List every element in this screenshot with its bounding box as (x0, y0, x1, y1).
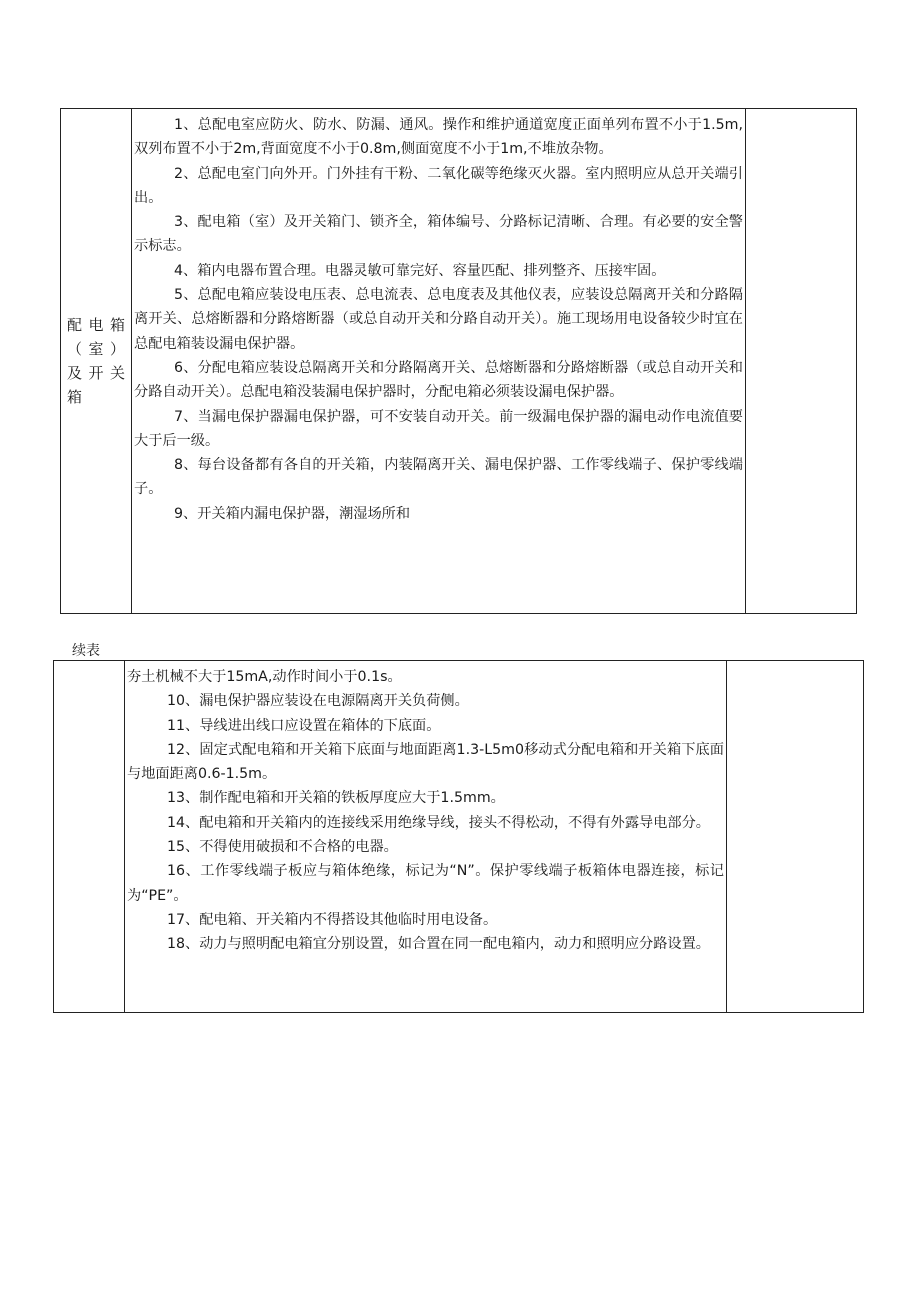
requirement-item: 7、当漏电保护器漏电保护器，可不安装自动开关。前一级漏电保护器的漏电动作电流值要大于后一级。 (134, 408, 743, 449)
requirement-item: 3、配电箱（室）及开关箱门、锁齐全，箱体编号、分路标记清晰、合理。有必要的安全警示标志。 (134, 214, 743, 255)
continuation-text: 夯土机械不大于15mA,动作时间小于0.1s。 (127, 669, 402, 685)
inspection-table-2 (53, 660, 864, 1013)
requirement-item: 10、漏电保护器应装设在电源隔离开关负荷侧。 (167, 693, 469, 710)
requirement-item: 17、配电箱、开关箱内不得搭设其他临时用电设备。 (167, 911, 498, 928)
requirement-item: 5、总配电箱应装设电压表、总电流表、总电度表及其他仪表，应装设总隔离开关和分路隔离开关、总熔断器和分路熔断器（或总自动开关和分路自动开关）。施工现场用电设备较少时宜在总配电箱装设漏电保护器。 (134, 287, 743, 352)
requirements-cell (125, 661, 727, 1013)
requirement-item: 14、配电箱和开关箱内的连接线采用绝缘导线，接头不得松动，不得有外露导电部分。 (167, 814, 710, 831)
continued-caption: 续表 (72, 643, 100, 659)
requirement-item: 13、制作配电箱和开关箱的铁板厚度应大于1.5mm。 (167, 790, 505, 807)
category-cell (61, 109, 132, 614)
requirement-item: 8、每台设备都有各自的开关箱，内装隔离开关、漏电保护器、工作零线端子、保护零线端子。 (134, 457, 743, 498)
requirement-item: 16、工作零线端子板应与箱体绝缘，标记为“N”。保护零线端子板箱体电器连接，标记为“PE”。 (127, 863, 724, 904)
category-cell-empty (54, 661, 125, 1013)
requirement-item: 18、动力与照明配电箱宜分别设置，如合置在同一配电箱内，动力和照明应分路设置。 (167, 936, 710, 953)
requirements-cell (132, 109, 746, 614)
requirement-item: 1、总配电室应防火、防水、防漏、通风。操作和维护通道宽度正面单列布置不小于1.5m,双列布置不小于2m,背面宽度不小于0.8m,侧面宽度不小于1m,不堆放杂物。 (134, 117, 743, 158)
remarks-cell (727, 661, 864, 1013)
inspection-table-1 (60, 108, 857, 614)
requirement-item: 4、箱内电器布置合理。电器灵敏可靠完好、容量匹配、排列整齐、压接牢固。 (174, 262, 666, 279)
requirement-item: 9、开关箱内漏电保护器，潮湿场所和 (174, 505, 411, 522)
requirement-item: 15、不得使用破损和不合格的电器。 (167, 839, 398, 856)
requirement-item: 6、分配电箱应装设总隔离开关和分路隔离开关、总熔断器和分路熔断器（或总自动开关和分路自动开关）。总配电箱没装漏电保护器时，分配电箱必须装设漏电保护器。 (134, 359, 743, 401)
requirement-item: 11、导线进出线口应设置在箱体的下底面。 (167, 717, 441, 734)
requirement-item: 2、总配电室门向外开。门外挂有干粉、二氧化碳等绝缘灭火器。室内照明应从总开关端引出。 (134, 165, 743, 206)
category-label: 配电箱（室）及开关箱 (67, 316, 125, 406)
remarks-cell (746, 109, 857, 614)
requirement-item: 12、固定式配电箱和开关箱下底面与地面距离1.3-L5m0移动式分配电箱和开关箱下底面与地面距离0.6-1.5m。 (127, 741, 724, 783)
